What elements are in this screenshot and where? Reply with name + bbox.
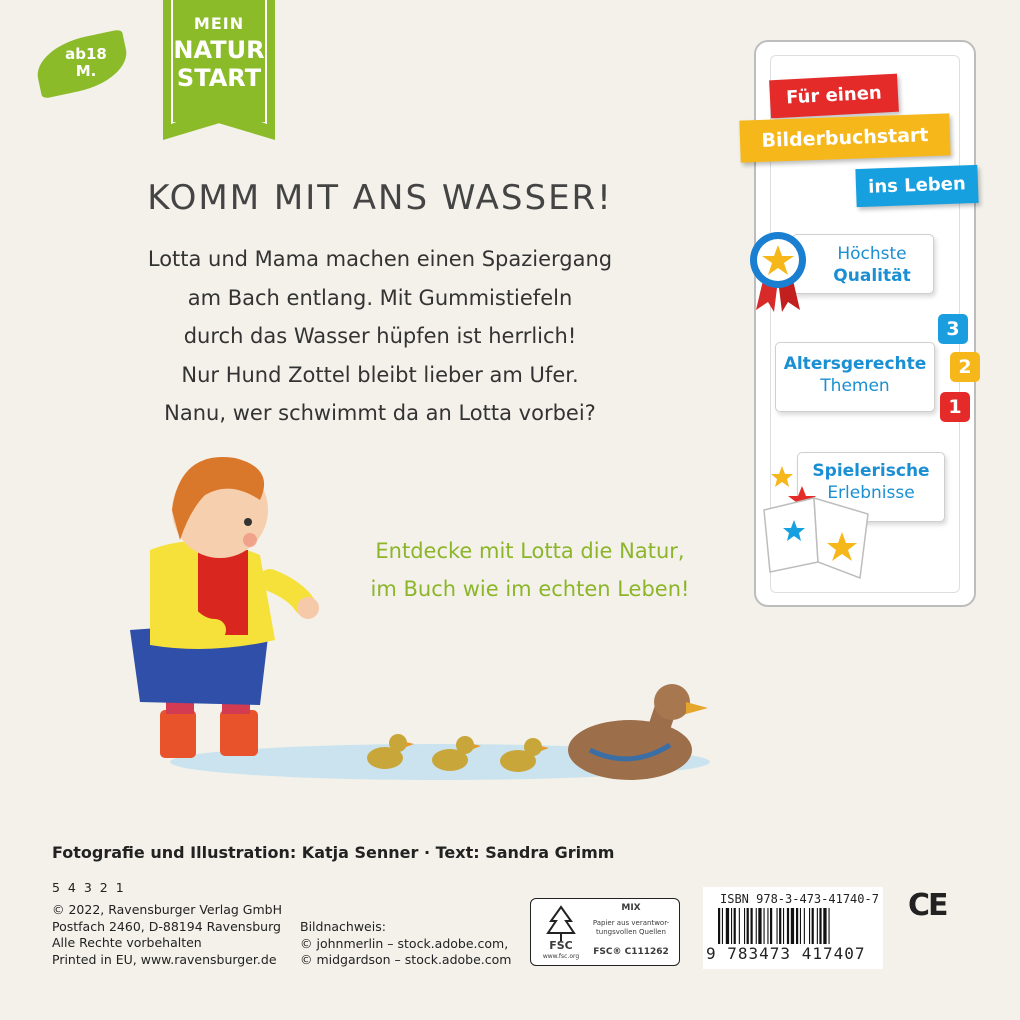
barcode-bar [726,908,729,944]
story-line: Nur Hund Zottel bleibt lieber am Ufer. [181,362,579,387]
ribbon-picture-book-start: Bilderbuchstart [739,113,950,162]
barcode-bar [777,908,778,944]
imprint-line: Printed in EU, www.ravensburger.de [52,951,277,967]
age-badge-line1: ab18 [65,45,107,63]
fsc-text [587,919,675,937]
number-block-1: 1 [940,392,970,422]
ribbon-into-life: ins Leben [855,165,978,207]
age-badge-text [56,46,116,80]
credits: Fotografie und Illustration: Katja Senner · Text: Sandra Grimm [52,843,615,862]
ribbon-for-a: Für einen [769,74,899,119]
imprint [52,902,282,968]
quality-card [792,234,934,294]
fsc-line: Papier aus verantwor- [592,919,670,927]
fsc-label [530,898,680,966]
imprint-line: Alle Rechte vorbehalten [52,935,202,950]
print-run: 5 4 3 2 1 [52,880,126,895]
picture-credit-line: © johnmerlin – stock.adobe.com, [300,935,509,951]
barcode-digits: 9 783473 417407 [706,944,866,963]
page-title: KOMM MIT ANS WASSER! [147,178,613,218]
barcode-bar [779,908,781,944]
age-badge-line2: M. [75,62,97,80]
rosette-icon [746,228,810,314]
quality-line2: Qualität [833,266,911,286]
ce-mark: CE [908,888,947,923]
barcode-bar [756,908,757,944]
girl-illustration [130,457,319,758]
fsc-site: www.fsc.org [542,953,580,960]
barcode-bar [751,908,753,944]
picture-credit-line: Bildnachweis: [300,919,386,934]
barcode-bar [767,908,768,944]
fsc-mix: MIX [621,903,641,913]
barcode-bar [829,908,830,944]
logo-line3: START [176,64,262,92]
tagline-line: im Buch wie im echten Leben! [370,577,690,601]
barcode-bar [809,908,810,944]
logo-line2: NATUR [173,36,265,64]
fsc-code: FSC® C111262 [593,947,669,957]
book-stars-icon [756,460,882,580]
play-line2: Erlebnisse [827,483,915,503]
illustration-girl-and-ducks [110,440,730,790]
story-line: am Bach entlang. Mit Gummistiefeln [187,285,573,310]
picture-credit-line: © midgardson – stock.adobe.com [300,952,512,967]
fsc-logo-text: FSC [549,939,573,952]
barcode-bar [783,908,784,944]
barcode-bar [722,908,723,944]
barcode-bar [747,908,749,944]
imprint-line: © 2022, Ravensburger Verlag GmbH [52,902,282,917]
story-line: Nanu, wer schwimmt da an Lotta vorbei? [164,401,596,425]
number-block-2: 2 [950,352,980,382]
barcode-bar [770,908,772,944]
barcode-bar [764,908,765,944]
barcode-bar [734,908,736,944]
imprint-line: Postfach 2460, D-88194 Ravensburg [52,918,281,934]
picture-credits [300,919,511,969]
barcode-bar [718,908,720,944]
age-line1: Altersgerechte [783,354,927,374]
barcode-bar [800,908,801,944]
barcode-bar [796,908,798,944]
barcode-bar [744,908,745,944]
barcode-bar [787,908,789,944]
barcode-bar [731,908,732,944]
barcode-bar [817,908,818,944]
number-block-3: 3 [938,314,968,344]
story-text [80,240,680,433]
barcode-bar [812,908,814,944]
barcode-bar [823,908,826,944]
barcode-bar [758,908,761,944]
fsc-line: tungsvollen Quellen [596,928,666,936]
isbn-text: ISBN 978-3-473-41740-7 [720,892,879,906]
barcode-bar [739,908,740,944]
play-line1: Spielerische [812,461,930,481]
age-themes-card [775,342,935,412]
barcode-bar [804,908,805,944]
quality-line1: Höchste [837,244,907,264]
age-line2: Themen [820,376,890,396]
story-line: Lotta und Mama machen einen Spaziergang [147,247,613,271]
barcode-bar [791,908,794,944]
tagline-line: Entdecke mit Lotta die Natur, [375,539,685,563]
story-line: durch das Wasser hüpfen ist herrlich! [183,324,577,348]
logo-line1: MEIN [193,14,245,33]
barcode-bar [819,908,821,944]
